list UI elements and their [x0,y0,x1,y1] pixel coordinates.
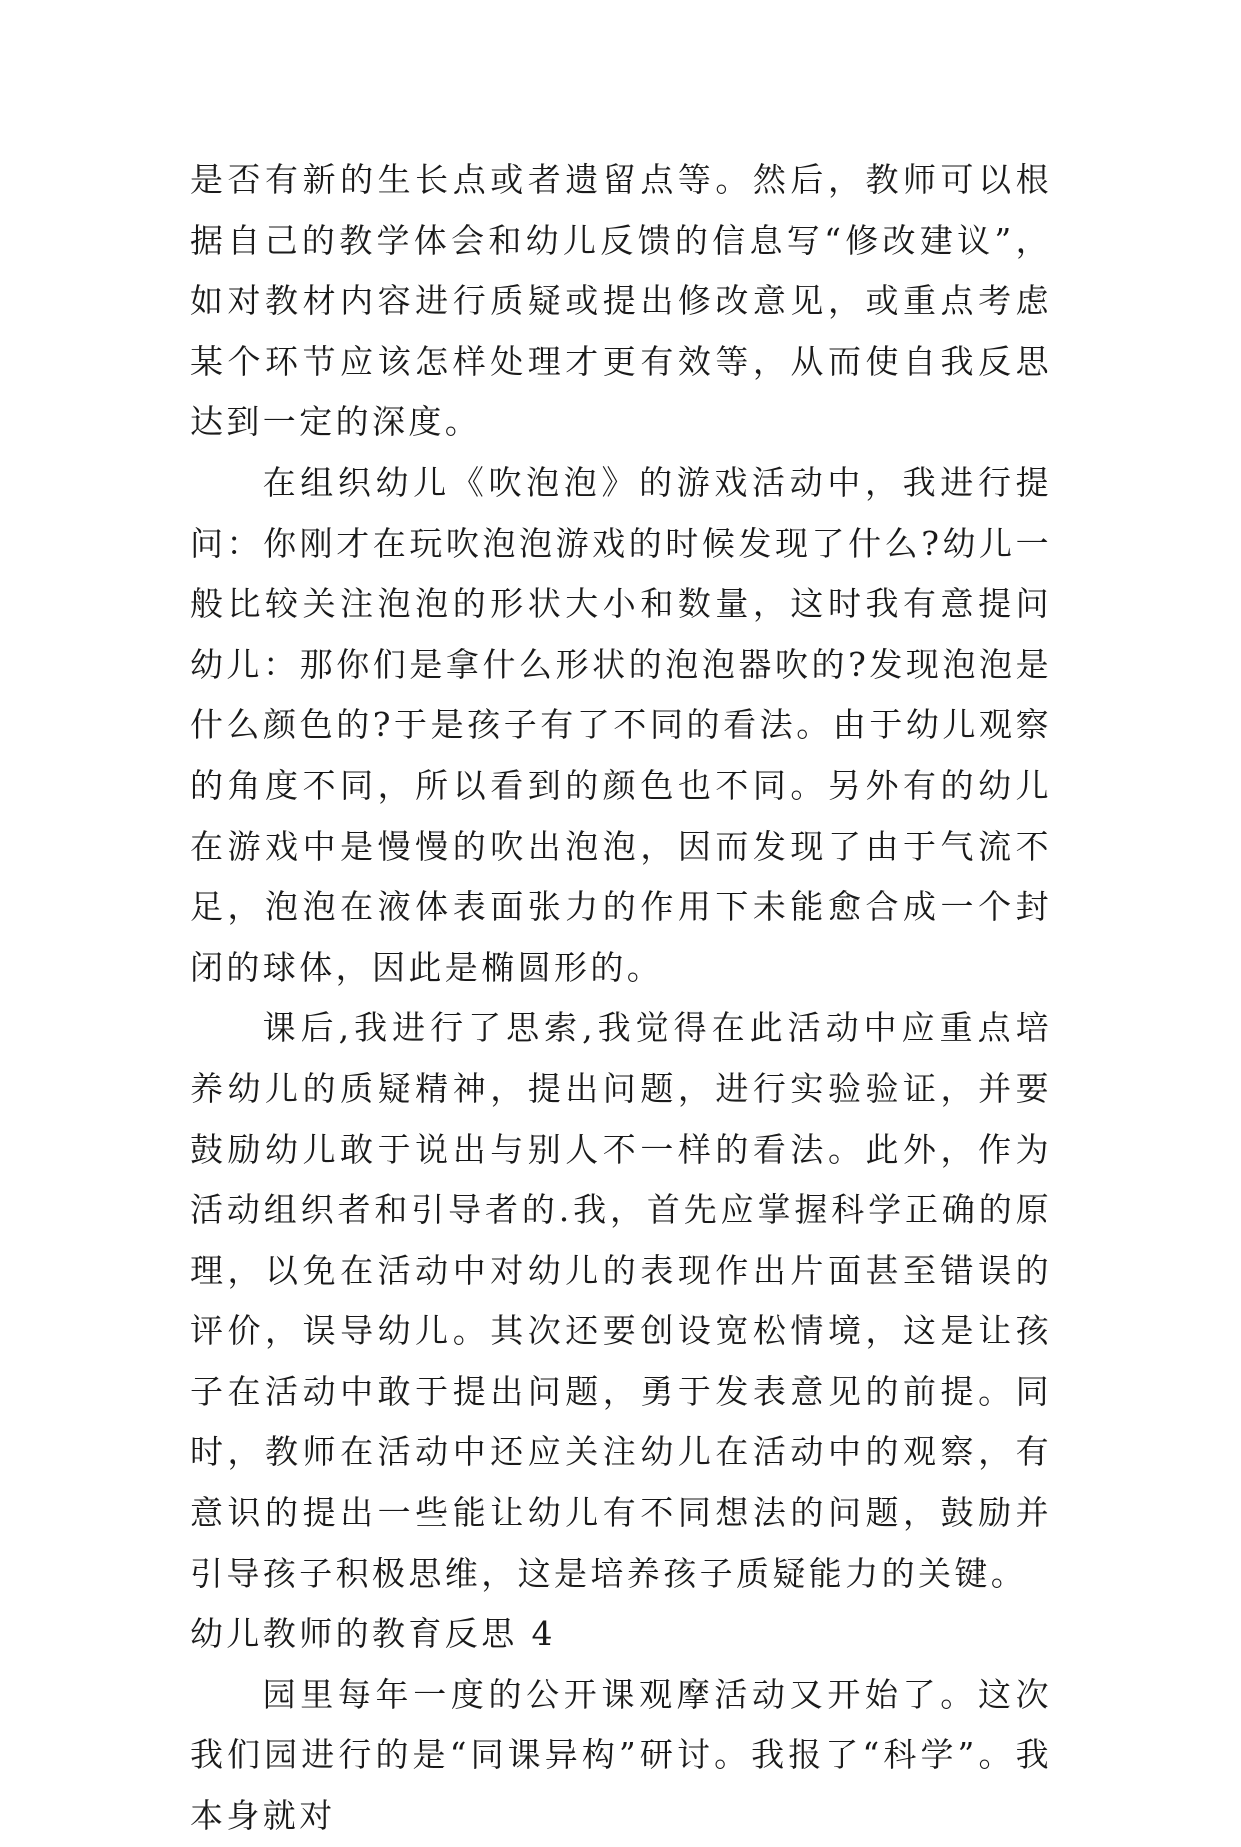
paragraph-after-class-reflection: 课后,我进行了思索,我觉得在此活动中应重点培养幼儿的质疑精神，提出问题，进行实验验证，并要鼓励幼儿敢于说出与别人不一样的看法。此外，作为活动组织者和引导者的.我，首先应掌握科学正确的原理，以免在活动中对幼儿的表现作出片面甚至错误的评价，误导幼儿。其次还要创设宽松情境，这是让孩子在活动中敢于提出问题，勇于发表意见的前提。同时，教师在活动中还应关注幼儿在活动中的观察，有意识的提出一些能让幼儿有不同想法的问题，鼓励并引导孩子积极思维，这是培养孩子质疑能力的关键。 [190,1008,1052,1593]
paragraph-open-class: 园里每年一度的公开课观摩活动又开始了。这次我们园进行的是“同课异构”研讨。我报了“科学”。我本身就对 [190,1674,1052,1836]
document-body [190,150,1052,1847]
section-heading: 幼儿教师的教育反思 4 [190,1614,556,1654]
paragraph-continuation: 是否有新的生长点或者遗留点等。然后，教师可以根据自己的教学体会和幼儿反馈的信息写“修改建议”，如对教材内容进行质疑或提出修改意见，或重点考虑某个环节应该怎样处理才更有效等，从而使自我反思达到一定的深度。 [190,160,1052,442]
paragraph-bubble-activity: 在组织幼儿《吹泡泡》的游戏活动中，我进行提问：你刚才在玩吹泡泡游戏的时候发现了什么?幼儿一般比较关注泡泡的形状大小和数量，这时我有意提问幼儿：那你们是拿什么形状的泡泡器吹的?发现泡泡是什么颜色的?于是孩子有了不同的看法。由于幼儿观察的角度不同，所以看到的颜色也不同。另外有的幼儿在游戏中是慢慢的吹出泡泡，因而发现了由于气流不足，泡泡在液体表面张力的作用下未能愈合成一个封闭的球体，因此是椭圆形的。 [190,462,1052,987]
